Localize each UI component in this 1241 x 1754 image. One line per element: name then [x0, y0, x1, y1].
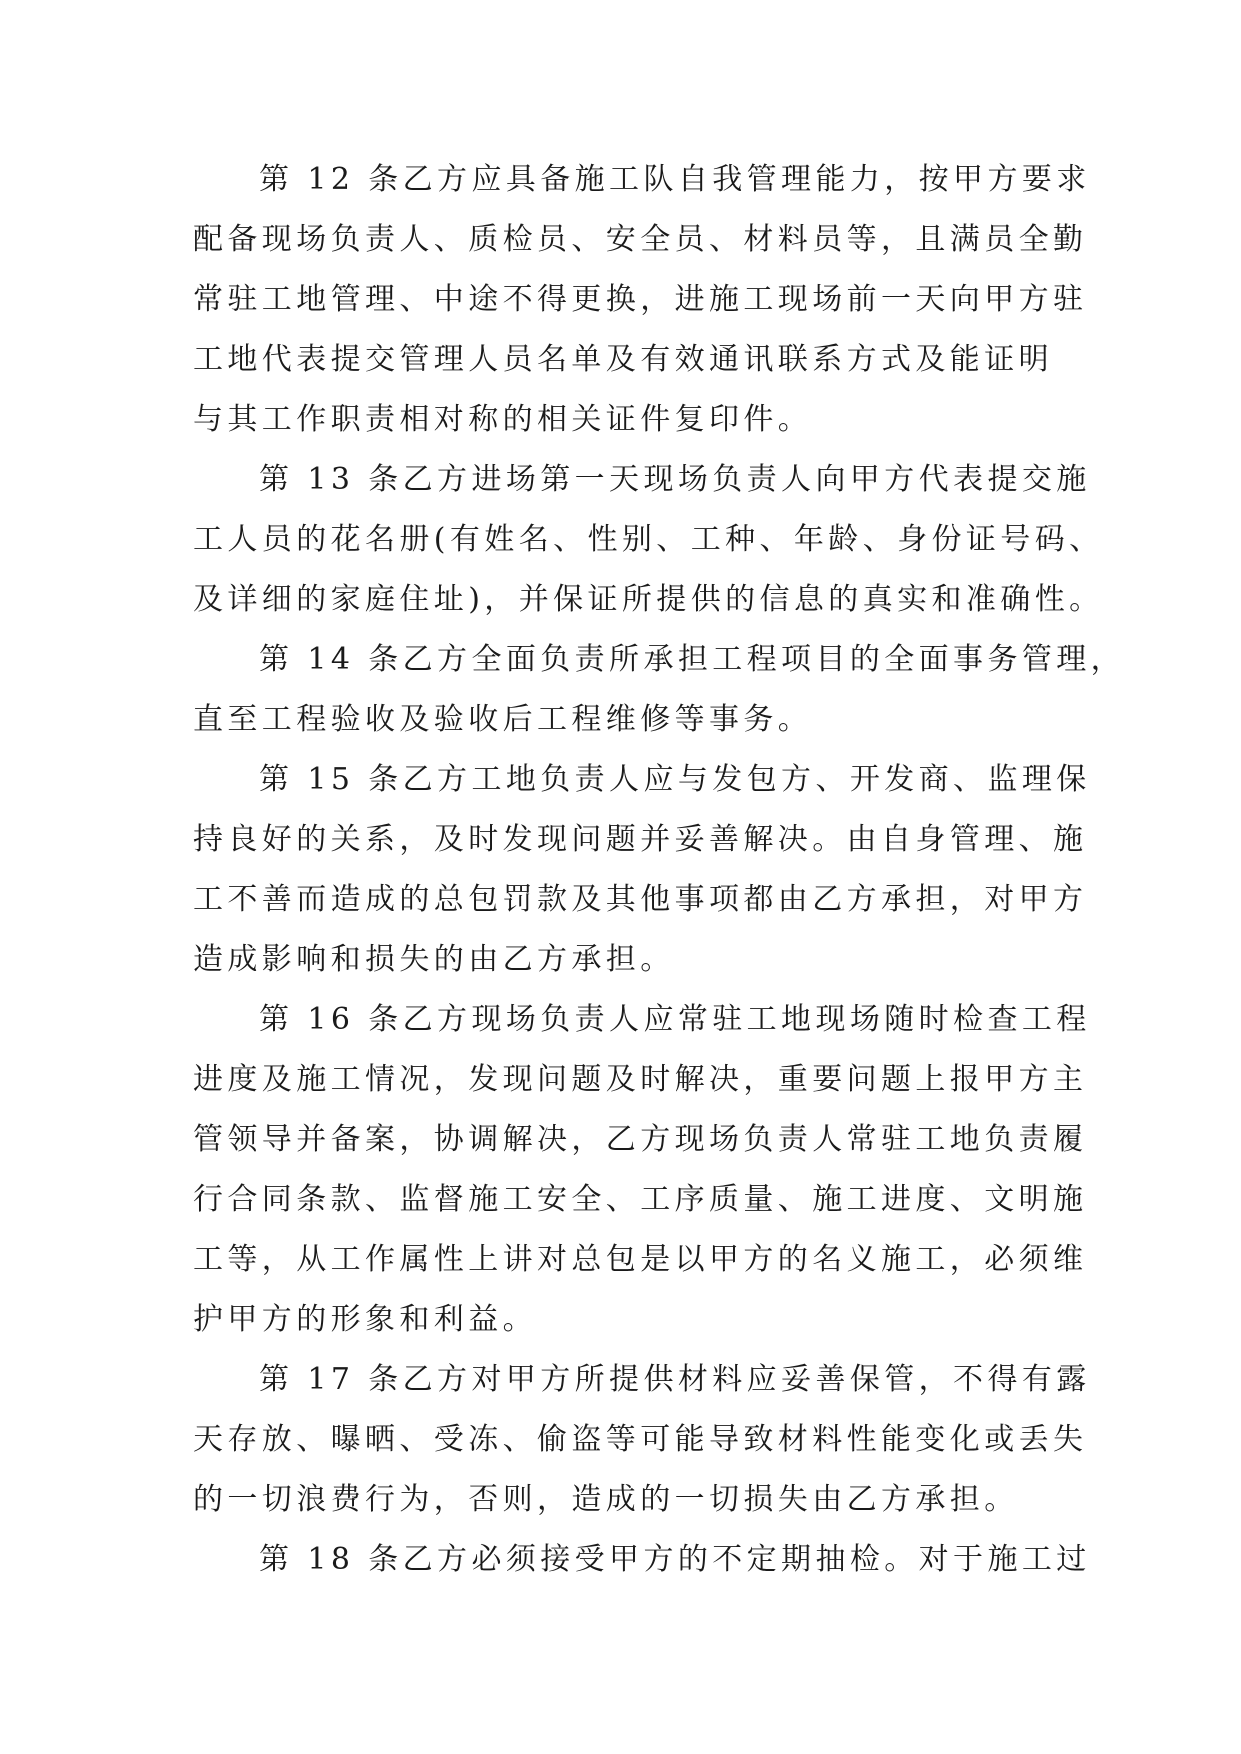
text-line: 第 18 条乙方必须接受甲方的不定期抽检。对于施工过 — [259, 1542, 1091, 1577]
article-18-paragraph — [193, 1530, 1091, 1590]
text-line: 持良好的关系，及时发现问题并妥善解决。由自身管理、施 — [193, 822, 1088, 857]
text-line: 造成影响和损失的由乙方承担。 — [193, 942, 675, 977]
text-line: 工地代表提交管理人员名单及有效通讯联系方式及能证明 — [193, 342, 1053, 377]
article-13-paragraph — [193, 450, 1104, 630]
text-line: 常驻工地管理、中途不得更换，进施工现场前一天向甲方驻 — [193, 282, 1088, 317]
text-line: 的一切浪费行为，否则，造成的一切损失由乙方承担。 — [193, 1482, 1019, 1517]
text-line: 第 14 条乙方全面负责所承担工程项目的全面事务管理， — [259, 642, 1126, 677]
text-line: 天存放、曝晒、受冻、偷盗等可能导致材料性能变化或丢失 — [193, 1422, 1088, 1457]
document-page — [193, 150, 1126, 1590]
text-line: 工人员的花名册(有姓名、性别、工种、年龄、身份证号码、 — [193, 522, 1104, 557]
article-16-paragraph — [193, 990, 1091, 1350]
article-12-paragraph — [193, 150, 1091, 450]
text-line: 第 13 条乙方进场第一天现场负责人向甲方代表提交施 — [259, 462, 1091, 497]
text-line: 护甲方的形象和利益。 — [193, 1302, 537, 1337]
text-line: 配备现场负责人、质检员、安全员、材料员等，且满员全勤 — [193, 222, 1088, 257]
text-line: 行合同条款、监督施工安全、工序质量、施工进度、文明施 — [193, 1182, 1088, 1217]
text-line: 工不善而造成的总包罚款及其他事项都由乙方承担，对甲方 — [193, 882, 1088, 917]
text-line: 进度及施工情况，发现问题及时解决，重要问题上报甲方主 — [193, 1062, 1088, 1097]
text-line: 管领导并备案，协调解决，乙方现场负责人常驻工地负责履 — [193, 1122, 1088, 1157]
text-line: 与其工作职责相对称的相关证件复印件。 — [193, 402, 813, 437]
article-17-paragraph — [193, 1350, 1091, 1530]
text-line: 第 16 条乙方现场负责人应常驻工地现场随时检查工程 — [259, 1002, 1091, 1037]
text-line: 第 17 条乙方对甲方所提供材料应妥善保管，不得有露 — [259, 1362, 1091, 1397]
text-line: 直至工程验收及验收后工程维修等事务。 — [193, 702, 813, 737]
text-line: 工等，从工作属性上讲对总包是以甲方的名义施工，必须维 — [193, 1242, 1088, 1277]
text-line: 第 15 条乙方工地负责人应与发包方、开发商、监理保 — [259, 762, 1091, 797]
text-line: 第 12 条乙方应具备施工队自我管理能力，按甲方要求 — [259, 162, 1091, 197]
text-line: 及详细的家庭住址)，并保证所提供的信息的真实和准确性。 — [193, 582, 1104, 617]
article-14-paragraph — [193, 630, 1126, 750]
article-15-paragraph — [193, 750, 1091, 990]
